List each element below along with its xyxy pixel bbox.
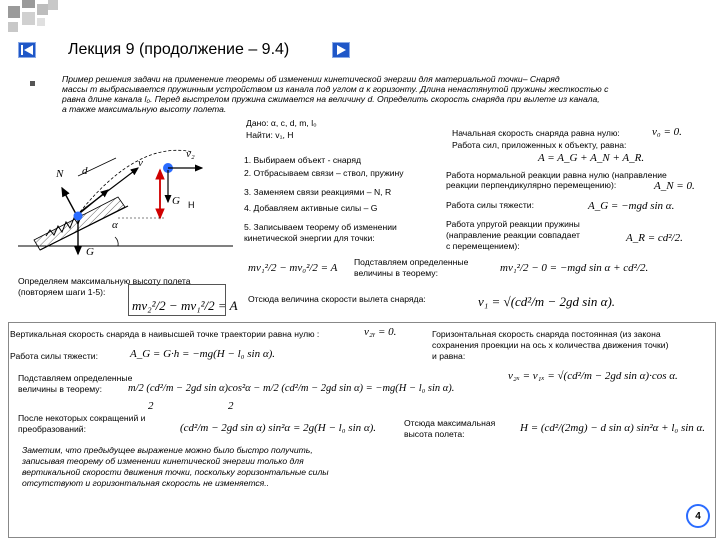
decor-square (22, 0, 35, 8)
two-label: 2 (228, 400, 234, 412)
horiz-text: и равна: (432, 351, 466, 361)
decor-square (37, 4, 48, 15)
work-text: Работа сил, приложенных к объекту, равна: (452, 140, 627, 150)
label-H: H (188, 200, 195, 210)
decor-square (37, 18, 45, 26)
label-N: N (56, 168, 64, 180)
two-label: 2 (148, 400, 154, 412)
v2y-formula: v₂ᵧ = 0. (364, 326, 397, 338)
step-1: 1. Выбираем объект - снаряд (244, 155, 361, 165)
step-4: 4. Добавляем активные силы – G (244, 203, 378, 213)
label-G-top: G (172, 195, 180, 207)
decor-square (48, 0, 58, 10)
spring-text: (направление реакции совпадает (446, 230, 580, 240)
nav-first-button[interactable] (18, 42, 36, 58)
mh-formula: mv₂²/2 − mv₁²/2 = A (132, 298, 238, 313)
v1-text: Отсюда величина скорости вылета снаряда: (248, 294, 426, 304)
decor-square (22, 12, 35, 25)
intro-line: равна длине канала l₀. Перед выстрелом пружина сжимается на величину d. Определить скорость снаряда при вылете из канала, (62, 94, 600, 104)
reduce-text: преобразований: (18, 424, 86, 434)
maxh-text: (повторяем шаги 1-5): (18, 287, 106, 297)
step-5: кинетической энергии для точки: (244, 233, 375, 243)
v0-text: Начальная скорость снаряда равна нулю: (452, 128, 620, 138)
maxh2-text: высота полета: (404, 429, 465, 439)
maxh2-text: Отсюда максимальная (404, 418, 496, 428)
decor-square (8, 22, 18, 32)
AN-formula: A_N = 0. (654, 180, 695, 192)
subst2-text: Подставляем определенные (18, 373, 133, 383)
label-d: d (82, 165, 88, 177)
horiz-text: Горизонтальная скорость снаряда постоянная (из закона (432, 329, 661, 339)
label-v2: v₂ (186, 148, 195, 160)
given-text: Дано: α, c, d, m, l₀ (246, 118, 317, 128)
launcher-diagram (18, 140, 233, 262)
AR-formula: A_R = cd²/2. (626, 232, 683, 244)
v0-formula: v₀ = 0. (652, 126, 682, 138)
decor-square (8, 6, 20, 18)
horiz-text: сохранения проекции на ось x количества движения точки) (432, 340, 669, 350)
vx-formula: v₂ₓ = v₁ₓ = √(cd²/m − 2gd sin α)·cos α. (508, 370, 678, 382)
nav-next-button[interactable] (332, 42, 350, 58)
note-line: вертикальной скорости движения точки, поскольку горизонтальные силы (22, 467, 329, 477)
subst-formula: mv₁²/2 − 0 = −mgd sin α + cd²/2. (500, 262, 649, 274)
H-formula: H = (cd²/(2mg) − d sin α) sin²α + l₀ sin α. (520, 422, 706, 434)
v1-formula: v₁ = √(cd²/m − 2gd sin α). (478, 294, 616, 309)
mh-frame (128, 284, 226, 316)
label-alpha: α (112, 219, 118, 231)
find-text: Найти: v₁, H (246, 130, 294, 140)
subst-text: Подставляем определенные (354, 257, 469, 267)
intro-line: а также максимальную высоту полета. (62, 104, 227, 114)
intro-line: Пример решения задачи на применение теоремы об изменении кинетической энергии для материальной точки– Снаряд (62, 74, 560, 84)
subst2-text: величины в теорему: (18, 384, 102, 394)
intro-line: массы m выбрасывается пружинным устройством из канала под углом α к горизонту. Длина ненастянутой пружины жесткостью с (62, 84, 609, 94)
vert-text: Вертикальная скорость снаряда в наивысшей точке траектории равна нулю : (10, 329, 320, 339)
step-2: 2. Отбрасываем связи – ствол, пружину (244, 168, 404, 178)
eq-red-formula: (cd²/m − 2gd sin α) sin²α = 2g(H − l₀ sin α). (180, 422, 377, 434)
skip-back-icon (21, 45, 33, 55)
normal-text: Работа нормальной реакции равна нулю (направление (446, 170, 667, 180)
bullet-square (30, 81, 35, 86)
subst-text: величины в теорему: (354, 268, 438, 278)
page-number: 4 (695, 510, 701, 522)
note-line: Заметим, что предыдущее выражение можно было быстро получить, (22, 445, 313, 455)
gravity2-text: Работа силы тяжести: (10, 351, 98, 361)
eq-big-formula: m/2 (cd²/m − 2gd sin α)cos²α − m/2 (cd²/m − 2gd sin α) = −mg(H − l₀ sin α). (128, 383, 455, 394)
step-5: 5. Записываем теорему об изменении (244, 222, 397, 232)
reduce-text: После некоторых сокращений и (18, 413, 146, 423)
play-forward-icon (336, 45, 346, 55)
AG-formula: A_G = −mgd sin α. (588, 200, 675, 212)
note-line: отсутствуют и горизонтальная скорость не изменяется.. (22, 478, 270, 488)
label-G-bottom: G (86, 246, 94, 258)
theorem-formula: mv₁²/2 − mv₀²/2 = A (248, 262, 338, 274)
note-line: записывая теорему об изменении кинетической энергии только для (22, 456, 304, 466)
normal-text: реакции перпендикулярно перемещению): (446, 180, 617, 190)
A-sum-formula: A = A_G + A_N + A_R. (538, 152, 645, 164)
spring-text: с перемещением): (446, 241, 520, 251)
label-v: v (138, 157, 143, 169)
spring-text: Работа упругой реакции пружины (446, 219, 580, 229)
step-3: 3. Заменяем связи реакциями – N, R (244, 187, 392, 197)
gravity-text: Работа силы тяжести: (446, 200, 534, 210)
AG-H-formula: A_G = G·h = −mg(H − l₀ sin α). (130, 348, 276, 360)
page-title: Лекция 9 (продолжение – 9.4) (68, 41, 290, 58)
page-number-badge (686, 504, 710, 528)
maxh-text: Определяем максимальную высоту полета (18, 276, 191, 286)
